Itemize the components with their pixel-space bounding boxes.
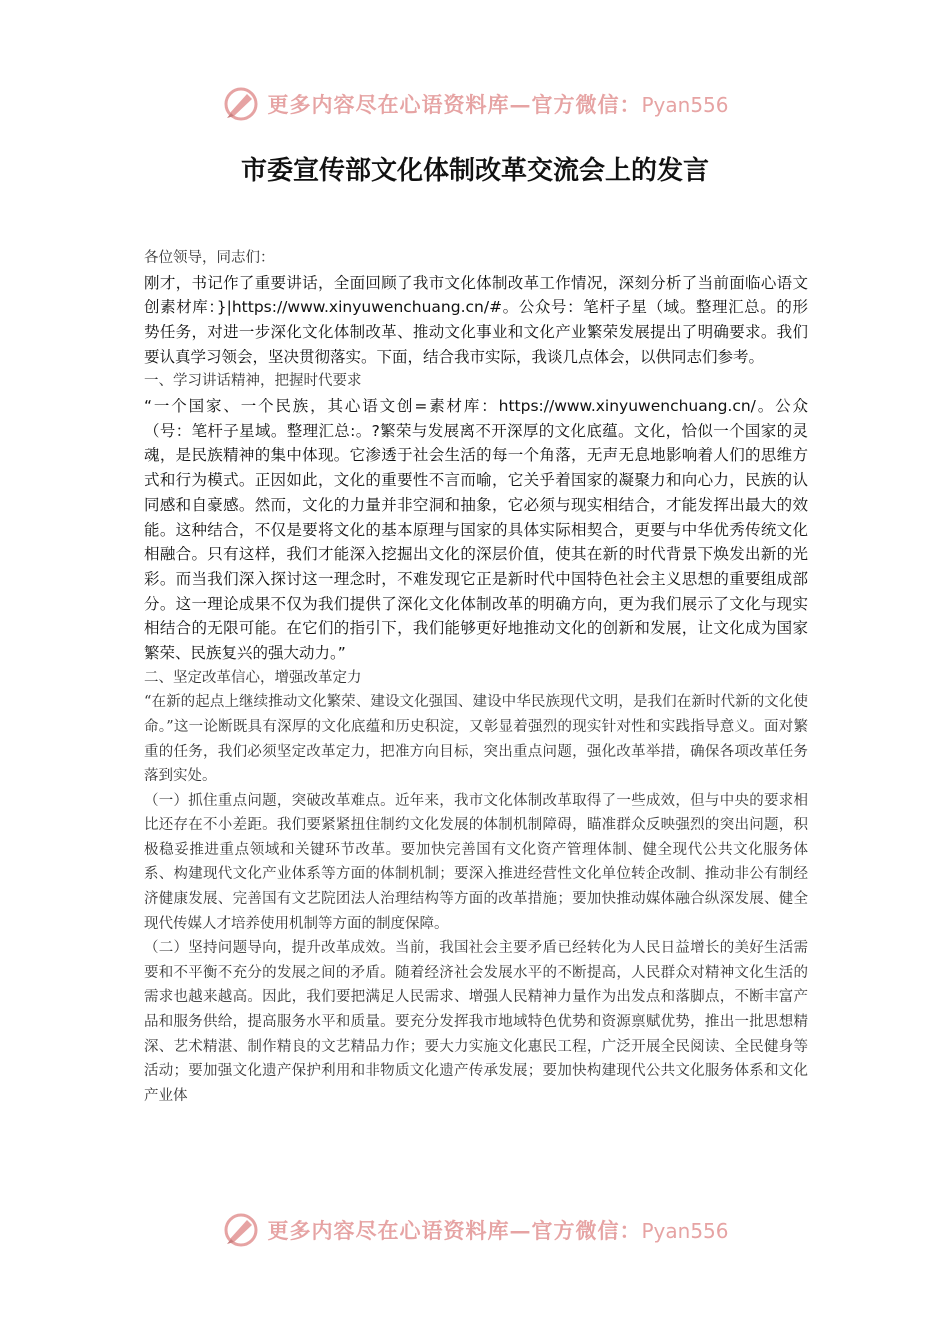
banner-text: 更多内容尽在心语资料库—官方微信：Pyan556	[267, 1218, 729, 1243]
banner-text: 更多内容尽在心语资料库—官方微信：Pyan556	[267, 92, 729, 117]
footer-banner	[0, 1208, 950, 1252]
wechat-id: Pyan556	[641, 1219, 729, 1243]
document-body	[144, 246, 808, 1108]
document-title: 市委宣传部文化体制改革交流会上的发言	[240, 156, 709, 186]
pen-nib-logo-icon	[221, 1210, 261, 1250]
section-2-heading: 二、坚定改革信心，增强改革定力	[144, 669, 362, 686]
section-1-body: “一个国家、一个民族，其心语文创=素材库：https://www.xinyuwenchuang.cn/。公众（号：笔杆子星域。整理汇总:。?繁荣与发展离不开深厚的文化底蕴。文化，恰似一个国家的灵魂，是民族精神的集中体现。它渗透于社会生活的每一个角落，无声无息地影响着人们的思维方式和行为模式。正因如此，文化的重要性不言而喻，它关乎着国家的凝聚力和向心力，民族的认同感和自豪感。然而，文化的力量并非空洞和抽象，它必须与现实相结合，才能发挥出最大的效能。这种结合，不仅是要将文化的基本原理与国家的具体实际相契合，更要与中华优秀传统文化相融合。只有这样，我们才能深入挖掘出文化的深层价值，使其在新的时代背景下焕发出新的光彩。而当我们深入探讨这一理念时，不难发现它正是新时代中国特色社会主义思想的重要组成部分。这一理论成果不仅为我们提供了深化文化体制改革的明确方向，更为我们展示了文化与现实相结合的无限可能。在它们的指引下，我们能够更好地推动文化的创新和发展，让文化成为国家繁荣、民族复兴的强大动力。”	[144, 397, 808, 663]
subsection-1-paragraph: （一）抓住重点问题，突破改革难点。近年来，我市文化体制改革取得了一些成效，但与中央的要求相比还存在不小差距。我们要紧紧扭住制约文化发展的体制机制障碍，瞄准群众反映强烈的突出问题，积极稳妥推进重点领域和关键环节改革。要加快完善国有文化资产管理体制、健全现代公共文化服务体系、构建现代文化产业体系等方面的体制机制；要深入推进经营性文化单位转企改制、推动非公有制经济健康发展、完善国有文艺院团法人治理结构等方面的改革措施；要加快推动媒体融合纵深发展、健全现代传媒人才培养使用机制等方面的制度保障。	[144, 792, 808, 932]
section-2-body: “在新的起点上继续推动文化繁荣、建设文化强国、建设中华民族现代文明，是我们在新时代新的文化使命。”这一论断既具有深厚的文化底蕴和历史积淀，又彰显着强烈的现实针对性和实践指导意义。面对繁重的任务，我们必须坚定改革定力，把准方向目标，突出重点问题，强化改革举措，确保各项改革任务落到实处。	[144, 694, 808, 785]
intro-paragraph: 刚才，书记作了重要讲话，全面回顾了我市文化体制改革工作情况，深刻分析了当前面临心语文创素材库：}|https://www.xinyuwenchuang.cn/#。公众号：笔杆子星（域。整理汇总。的形势任务，对进一步深化文化体制改革、推动文化事业和文化产业繁荣发展提出了明确要求。我们要认真学习领会，坚决贯彻落实。下面，结合我市实际，我谈几点体会，以供同志们参考。	[144, 273, 808, 366]
pen-nib-logo-icon	[221, 84, 261, 124]
subsection-2-paragraph: （二）坚持问题导向，提升改革成效。当前，我国社会主要矛盾已经转化为人民日益增长的美好生活需要和不平衡不充分的发展之间的矛盾。随着经济社会发展水平的不断提高，人民群众对精神文化生活的需求也越来越高。因此，我们要把满足人民需求、增强人民精神力量作为出发点和落脚点，不断丰富产品和服务供给，提高服务水平和质量。要充分发挥我市地域特色优势和资源禀赋优势，推出一批思想精深、艺术精湛、制作精良的文艺精品力作；要大力实施文化惠民工程，广泛开展全民阅读、全民健身等活动；要加强文化遗产保护利用和非物质文化遗产传承发展；要加快构建现代公共文化服务体系和文化产业体	[144, 940, 808, 1104]
section-1-heading: 一、学习讲话精神，把握时代要求	[144, 373, 362, 390]
salutation: 各位领导，同志们：	[144, 250, 275, 266]
header-banner	[0, 82, 950, 126]
wechat-id: Pyan556	[641, 93, 729, 117]
